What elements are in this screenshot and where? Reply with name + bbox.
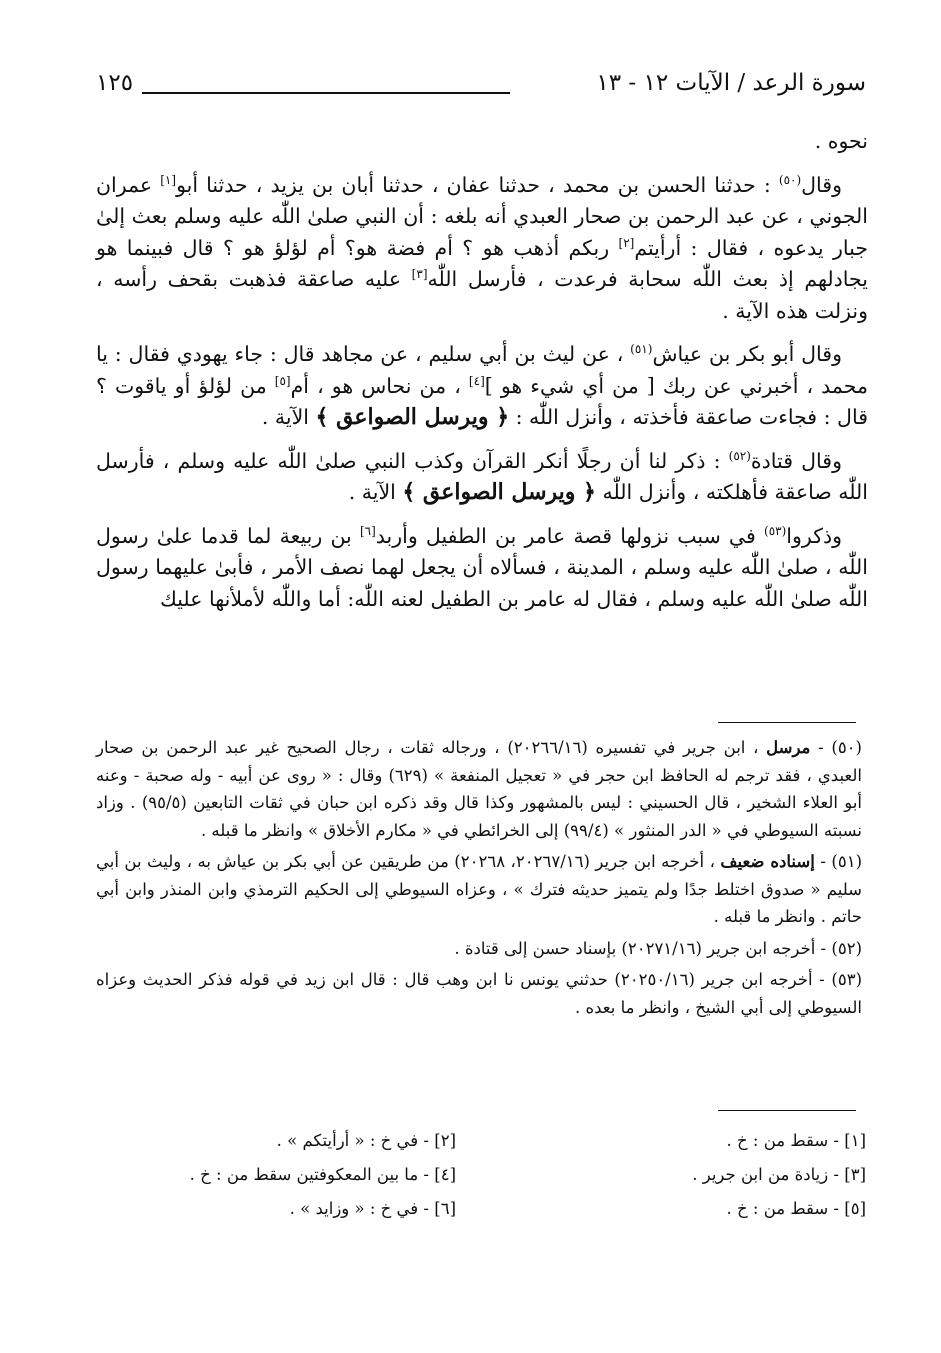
paragraph-4 [96,521,868,616]
footnote-text: أخرجه ابن جرير (٢٠٢٥٠/١٦) حدثني يونس نا ابن وهب قال : قال ابن زيد في قوله فذكر الحديث وعزاه السيوطي إلى أبي الشيخ ، وانظر ما بعده . [96,970,862,1017]
variant-ref-5[interactable]: [٥] [274,373,291,388]
text-run: ، عن ليث بن أبي سليم ، عن مجاهد قال : جاء يهودي فقال : يا محمد ، أخبرني عن ربك [ من أي شيء هو ] [96,342,868,398]
footnote-ref-50[interactable]: (٥٠) [778,172,802,187]
variant-note-4: [٤] - ما بين المعكوفتين سقط من : خ . [189,1165,456,1184]
text-run: : حدثنا الحسن بن محمد ، حدثنا عفان ، حدثنا أبان بن يزيد ، حدثنا أبو [176,172,779,197]
variant-note-5: [٥] - سقط من : خ . [726,1199,866,1218]
variants-separator [718,1110,856,1111]
footnote-text: أخرجه ابن جرير (٢٠٢٧١/١٦) بإسناد حسن إلى قتادة . [454,938,816,958]
text-run: ربكم أذهب هو ؟ أم فضة هو؟ أم لؤلؤ هو ؟ قال فبينما هو يجادلهم إذ بعث اللّٰه سحابة فرعدت ، فأرسل اللّٰه [96,235,868,291]
paragraph-0: نحوه . [814,129,868,153]
footnote-number: (٥٢) - [815,938,862,958]
text-run: الآية . [261,405,316,429]
text-run: وذكروا [786,523,842,548]
text-run: ، من نحاس هو ، أم [290,373,469,398]
text-run: من لؤلؤ أو ياقوت ؟ قال : فجاءت صاعقة فأخذته ، وأنزل اللّٰه : [96,373,868,429]
text-run: وقال [801,172,842,197]
manuscript-variants [96,1124,866,1226]
quran-quote: ﴿ ويرسل الصواعق ﴾ [402,479,596,505]
variant-ref-2[interactable]: [٢] [618,235,635,250]
footnote-52 [96,935,866,963]
footnote-51 [96,848,866,931]
page-header [96,70,866,106]
paragraph-2 [96,339,868,434]
text-run: في سبب نزولها قصة عامر بن الطفيل وأربد [375,523,765,548]
variant-note-3: [٣] - زيادة من ابن جرير . [692,1165,866,1184]
text-run: وقال أبو بكر بن عياش [652,342,842,366]
footnote-50 [96,734,866,844]
variant-ref-1[interactable]: [١] [160,172,177,187]
text-run: عمران الجوني ، عن عبد الرحمن بن صحار العبدي أنه بلغه : أن النبي صلىٰ اللّٰه عليه وسلم بعث إلىٰ جبار يدعوه ، فقال : أرأيتم [96,172,868,260]
text-run: وقال قتادة [750,448,842,473]
page-number: ١٢٥ [96,70,134,96]
footnote-53 [96,966,866,1021]
paragraph-3 [96,446,868,509]
variant-note-1: [١] - سقط من : خ . [726,1131,866,1150]
footnote-text: ، أخرجه ابن جرير (٢٠٢٦٧/١٦، ٢٠٢٦٨) من طريقين عن أبي بكر بن عياش به ، وليث بن أبي سليم « صدوق اختلط جدًا ولم يتميز حديثه فترك » ، وعزاه السيوطي إلى الحكيم الترمذي وابن المنذر وابن أبي حاتم . وانظر ما قبله . [96,852,862,926]
footnote-ref-53[interactable]: (٥٣) [764,523,787,538]
footnote-ref-52[interactable]: (٥٢) [728,448,751,463]
footnote-grade: مرسل [766,738,811,757]
variant-ref-6[interactable]: [٦] [359,523,376,538]
variant-note-6: [٦] - في خ : « وزايد » . [289,1199,456,1218]
footnote-separator [718,722,856,723]
variant-ref-4[interactable]: [٤] [468,373,485,388]
running-title: سورة الرعد / الآيات ١٢ - ١٣ [596,70,866,96]
variants-row [96,1124,866,1158]
variants-row [96,1192,866,1226]
main-text [96,126,868,627]
variant-note-2: [٢] - في خ : « أرأيتكم » . [276,1131,456,1150]
footnote-number: (٥١) - [814,852,862,871]
quran-quote: ﴿ ويرسل الصواعق ﴾ [315,404,510,430]
variants-row [96,1158,866,1192]
variant-ref-3[interactable]: [٣] [411,267,428,282]
text-run: بن ربيعة لما قدما علىٰ رسول اللّٰه ، صلىٰ اللّٰه عليه وسلم ، المدينة ، فسألاه أن يجعل لهما نصف الأمر ، فأبىٰ عليهما رسول اللّٰه صلىٰ اللّٰه عليه وسلم ، فقال له عامر بن الطفيل لعنه اللّٰه: أما واللّٰه لأملأنها عليك [96,523,868,611]
footnote-number: (٥٣) - [812,970,863,989]
header-rule [142,92,510,94]
paragraph-1 [96,170,868,328]
footnote-grade: إسناده ضعيف [720,852,815,871]
footnote-ref-51[interactable]: (٥١) [630,342,653,357]
footnote-text: ، ابن جرير في تفسيره (٢٠٢٦٦/١٦) ، ورجاله ثقات ، رجال الصحيح غير عبد الرحمن بن صحار العبدي ، فقد ترجم له الحافظ ابن حجر في « تعجيل المنفعة » (٦٢٩) وقال : « روى عن أبيه - وله صحبة - وعنه أبو العلاء الشخير ، قال الحسيني : ليس بالمشهور وكذا قال وقد ذكره ابن حبان في ثقات التابعين (٩٥/٥) . وزاد نسبته السيوطي في « الدر المنثور » (٩٩/٤) إلى الخرائطي في « مكارم الأخلاق » وانظر ما قبله . [96,738,862,840]
text-run: الآية . [348,480,403,504]
text-run: عليه صاعقة فذهبت بقحف رأسه ، ونزلت هذه الآية . [96,267,868,323]
footnotes [96,734,866,1025]
footnote-number: (٥٠) - [810,738,862,757]
text-run: : ذكر لنا أن رجلًا أنكر القرآن وكذب النبي صلىٰ اللّٰه عليه وسلم ، فأرسل اللّٰه صاعقة فأهلكته ، وأنزل اللّٰه [96,448,868,504]
